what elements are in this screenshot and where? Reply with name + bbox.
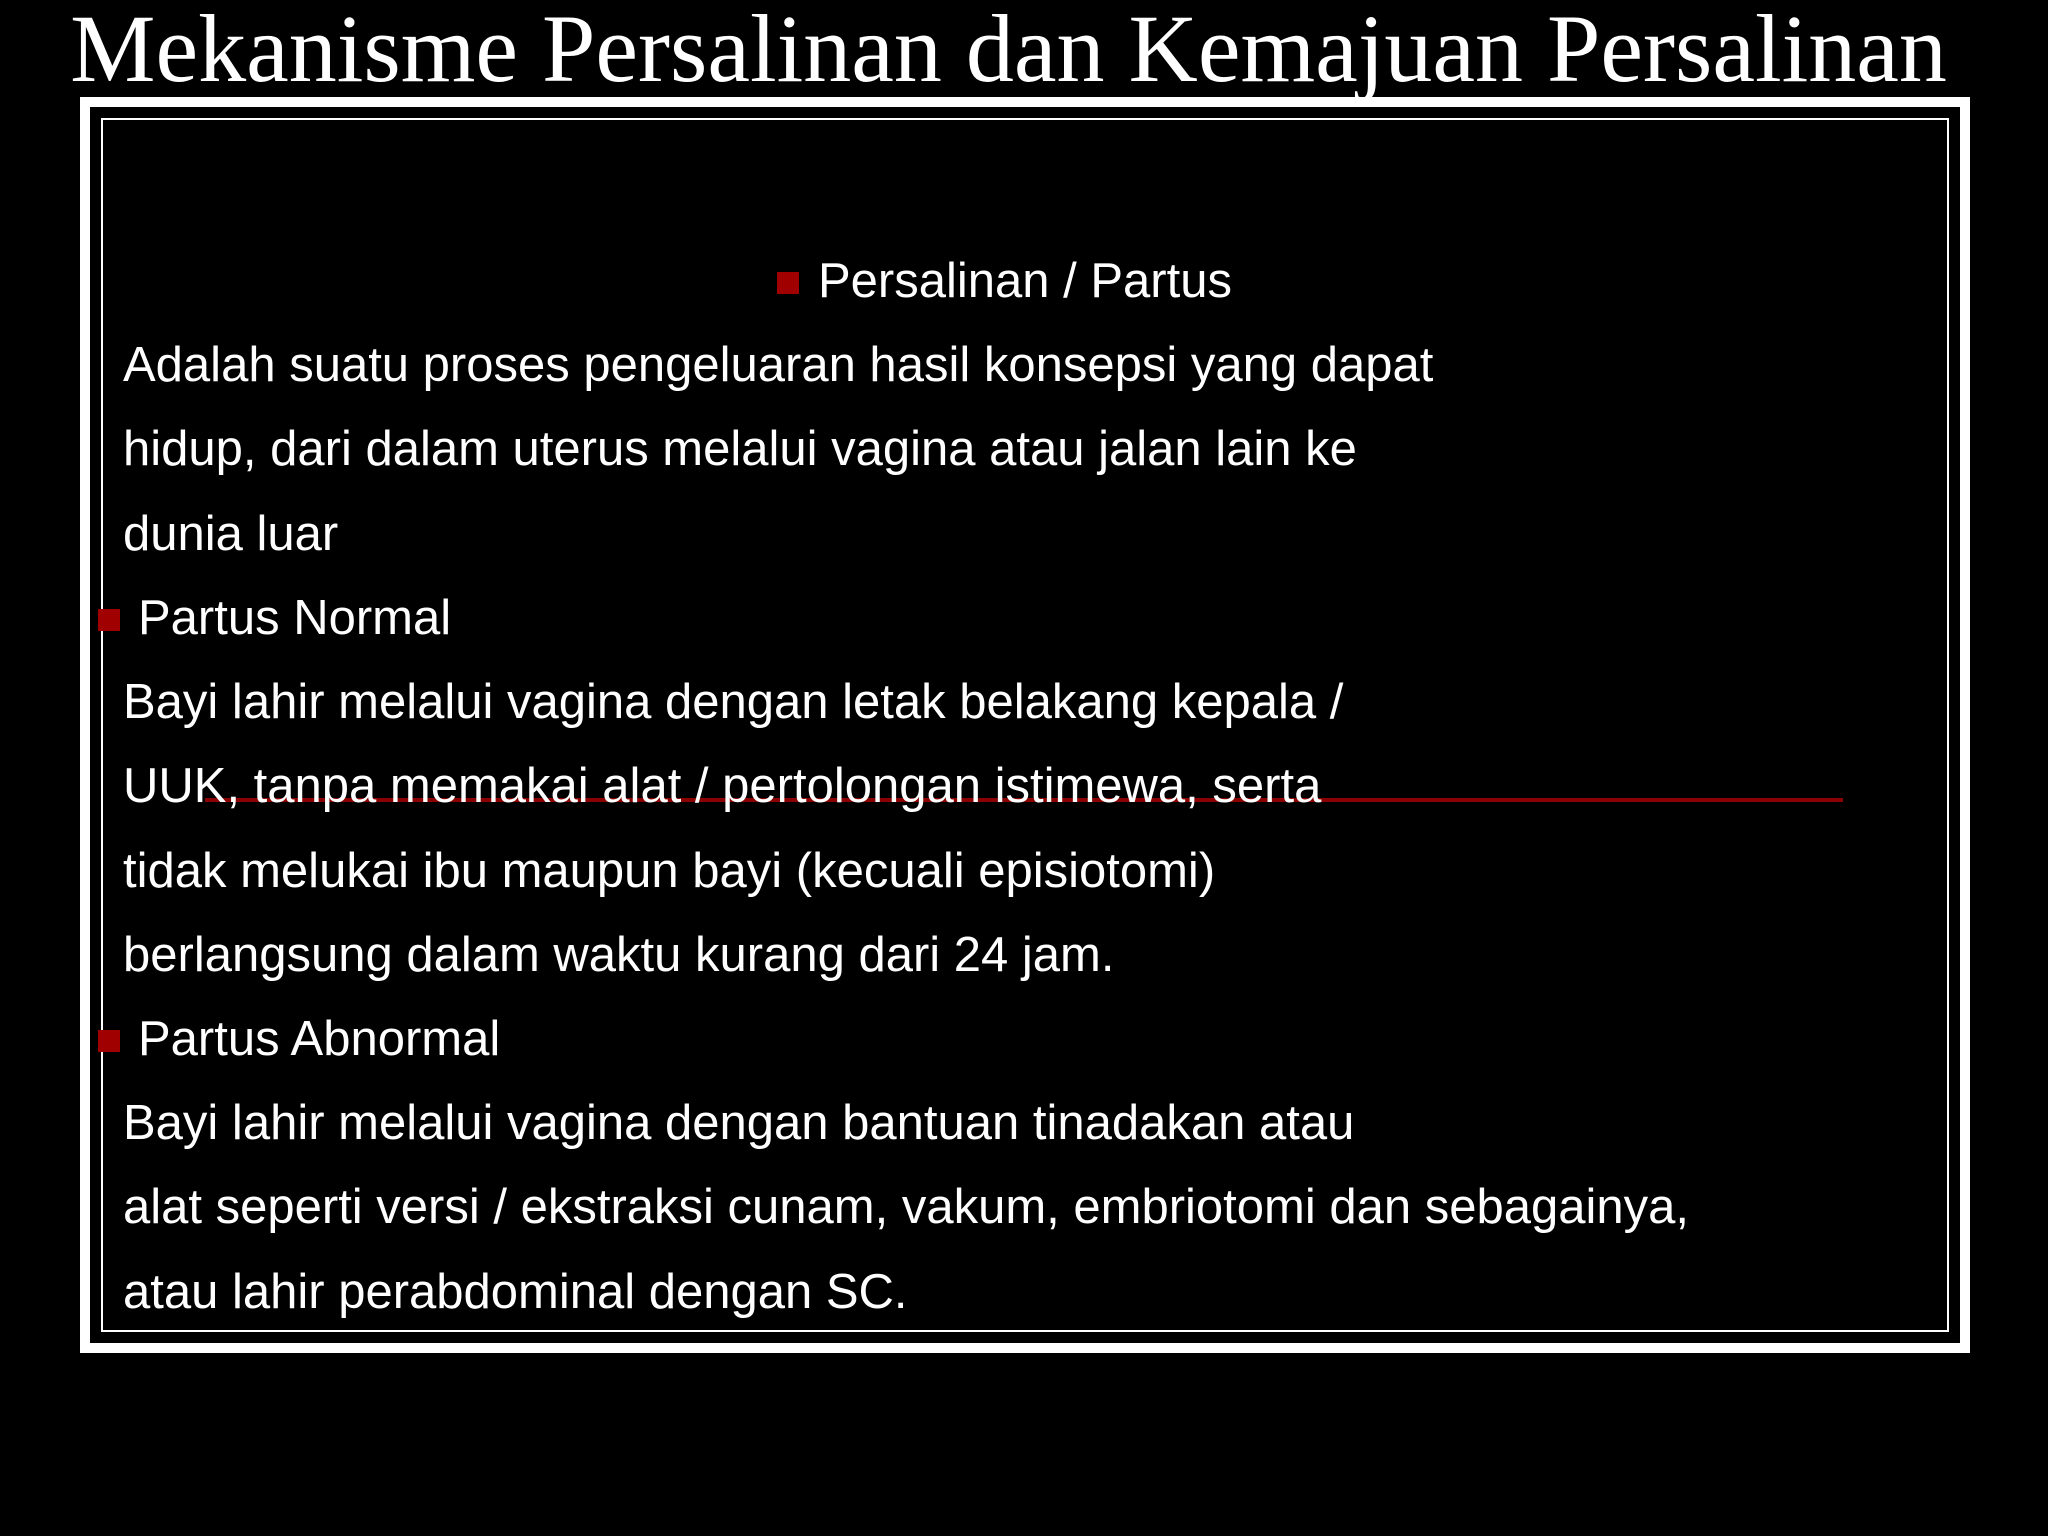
bullet-square-icon	[777, 272, 799, 294]
section-text-line: Bayi lahir melalui vagina dengan letak belakang kepala /	[123, 675, 1344, 729]
section-text-line: tidak melukai ibu maupun bayi (kecuali episiotomi)	[123, 844, 1216, 898]
section-text-line: Adalah suatu proses pengeluaran hasil konsepsi yang dapat	[123, 338, 1434, 392]
bullet-square-icon	[98, 1030, 120, 1052]
section-text-line: dunia luar	[123, 507, 339, 561]
section-text-line: hidup, dari dalam uterus melalui vagina atau jalan lain ke	[123, 422, 1357, 476]
section-heading-partus-normal: Partus Normal	[138, 591, 452, 645]
section-heading-partus-abnormal: Partus Abnormal	[138, 1012, 501, 1066]
section-text-line: atau lahir perabdominal dengan SC.	[123, 1265, 908, 1319]
section-text-line: alat seperti versi / ekstraksi cunam, vakum, embriotomi dan sebagainya,	[123, 1180, 1689, 1234]
slide-title: Mekanisme Persalinan dan Kemajuan Persalinan	[70, 0, 1947, 102]
section-text-line: UUK, tanpa memakai alat / pertolongan istimewa, serta	[123, 759, 1322, 813]
section-text-line: Bayi lahir melalui vagina dengan bantuan tinadakan atau	[123, 1096, 1355, 1150]
bullet-square-icon	[98, 609, 120, 631]
section-text-line: berlangsung dalam waktu kurang dari 24 jam.	[123, 928, 1115, 982]
section-heading-persalinan: Persalinan / Partus	[818, 254, 1232, 308]
